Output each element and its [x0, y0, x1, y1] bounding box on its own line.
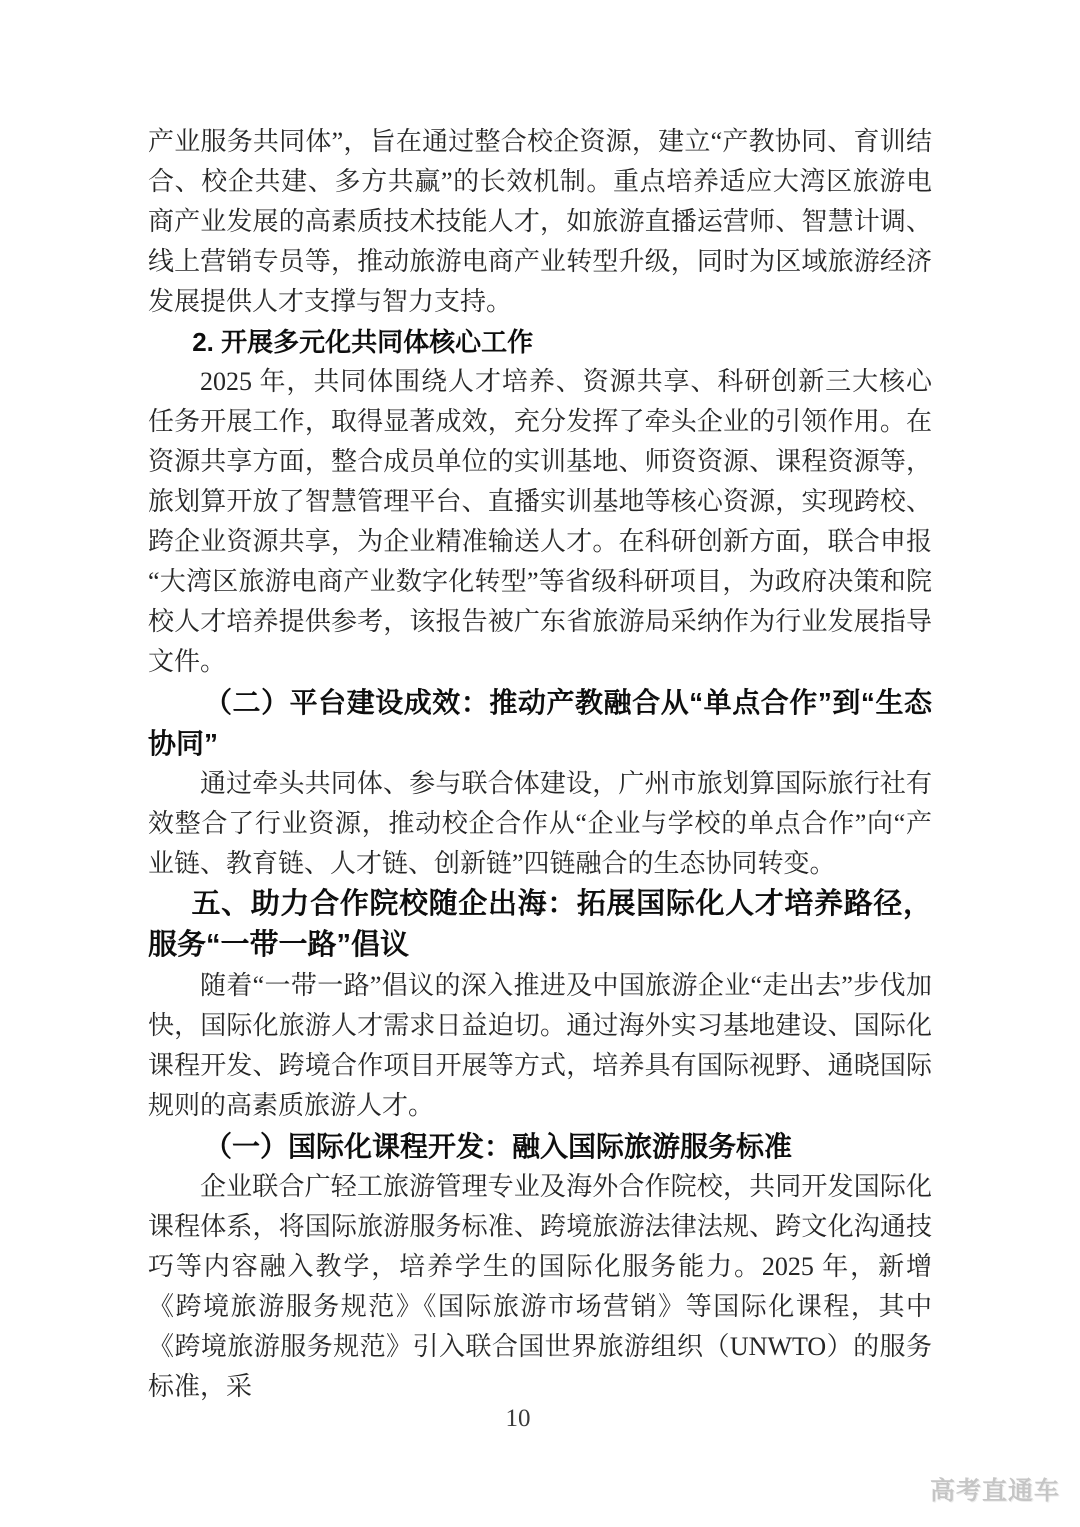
heading-item-2-core-work: 2. 开展多元化共同体核心工作 [192, 327, 534, 357]
paragraph-belt-and-road: 随着“一带一路”倡议的深入推进及中国旅游企业“走出去”步伐加快，国际化旅游人才需求日益迫切。通过海外实习基地建设、国际化课程开发、跨境合作项目开展等方式，培养具有国际视野、通晓国际规则的高素质旅游人才。 [148, 971, 932, 1120]
heading-section-international-course: （一）国际化课程开发：融入国际旅游服务标准 [204, 1131, 793, 1162]
heading-chapter-five-overseas: 五、助力合作院校随企出海：拓展国际化人才培养路径，服务“一带一路”倡议 [148, 888, 932, 961]
paragraph-industry-community-continued: 产业服务共同体”，旨在通过整合校企资源，建立“产教协同、育训结合、校企共建、多方共赢”的长效机制。重点培养适应大湾区旅游电商产业发展的高素质技术技能人才，如旅游直播运营师、智慧计调、线上营销专员等，推动旅游电商产业转型升级，同时为区域旅游经济发展提供人才支撑与智力支持。 [148, 127, 932, 316]
document-content [148, 122, 932, 1407]
paragraph-platform-integration: 通过牵头共同体、参与联合体建设，广州市旅划算国际旅行社有效整合了行业资源，推动校企合作从“企业与学校的单点合作”向“产业链、教育链、人才链、创新链”四链融合的生态协同转变。 [148, 769, 932, 878]
paragraph-community-work-2025: 2025 年，共同体围绕人才培养、资源共享、科研创新三大核心任务开展工作，取得显著成效，充分发挥了牵头企业的引领作用。在资源共享方面，整合成员单位的实训基地、师资资源、课程资源等，旅划算开放了智慧管理平台、直播实训基地等核心资源，实现跨校、跨企业资源共享，为企业精准输送人才。在科研创新方面，联合申报“大湾区旅游电商产业数字化转型”等省级科研项目，为政府决策和院校人才培养提供参考，该报告被广东省旅游局采纳作为行业发展指导文件。 [148, 367, 932, 676]
watermark-gaokao-express: 高考直通车 [929, 1477, 1060, 1505]
heading-section-platform-results: （二）平台建设成效：推动产教融合从“单点合作”到“生态协同” [148, 687, 932, 759]
page-number: 10 [505, 1405, 531, 1432]
paragraph-course-development: 企业联合广轻工旅游管理专业及海外合作院校，共同开发国际化课程体系，将国际旅游服务标准、跨境旅游法律法规、跨文化沟通技巧等内容融入教学，培养学生的国际化服务能力。2025 年，新增《跨境旅游服务规范》《国际旅游市场营销》等国际化课程，其中《跨境旅游服务规范》引入联合国世界旅游组织（UNWTO）的服务标准，采 [148, 1172, 932, 1401]
